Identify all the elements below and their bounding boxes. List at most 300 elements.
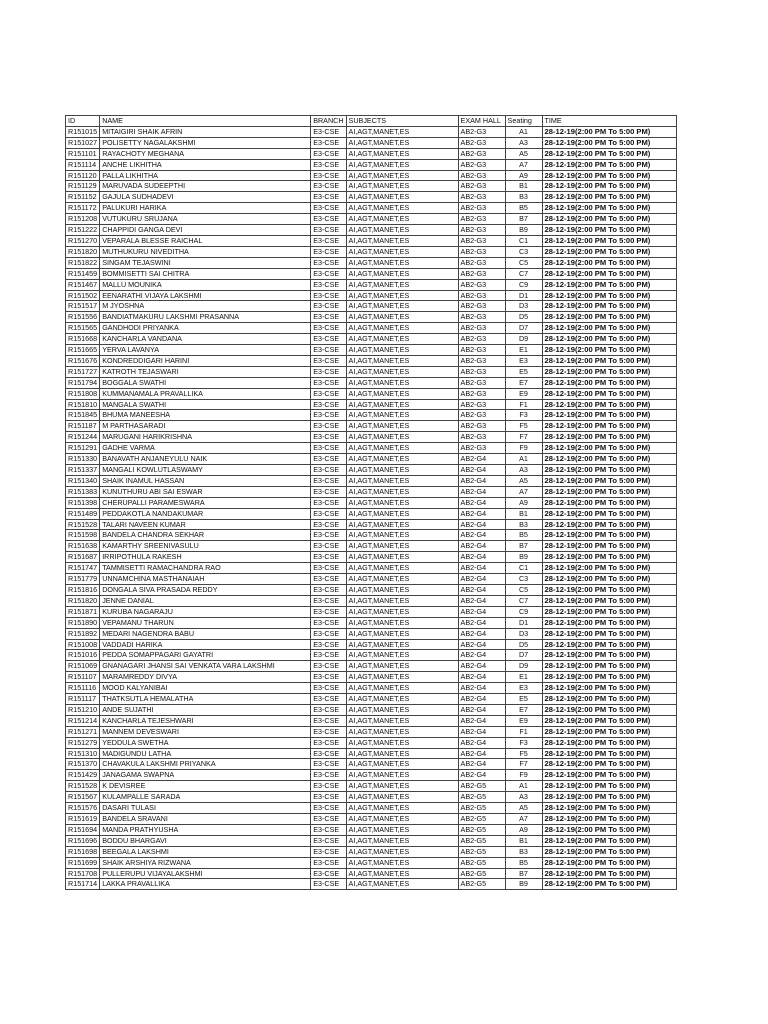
table-row xyxy=(66,879,677,890)
cell-exam-hall: AB2-G4 xyxy=(458,737,505,748)
cell-name: KATROTH TEJASWARI xyxy=(100,366,311,377)
cell-id: R151114 xyxy=(66,159,100,170)
cell-subjects: AI,AGT,MANET,ES xyxy=(346,290,458,301)
cell-seating: B7 xyxy=(505,214,542,225)
cell-subjects: AI,AGT,MANET,ES xyxy=(346,126,458,137)
cell-seating: C7 xyxy=(505,595,542,606)
cell-exam-hall: AB2-G5 xyxy=(458,857,505,868)
cell-subjects: AI,AGT,MANET,ES xyxy=(346,170,458,181)
cell-name: BODDU BHARGAVI xyxy=(100,835,311,846)
cell-seating: B5 xyxy=(505,857,542,868)
table-row xyxy=(66,704,677,715)
cell-id: R151398 xyxy=(66,497,100,508)
cell-seating: D5 xyxy=(505,639,542,650)
cell-branch: E3-CSE xyxy=(311,530,346,541)
table-row xyxy=(66,475,677,486)
cell-seating: C1 xyxy=(505,235,542,246)
cell-branch: E3-CSE xyxy=(311,737,346,748)
cell-time: 28-12-19(2:00 PM To 5:00 PM) xyxy=(542,661,676,672)
cell-exam-hall: AB2-G3 xyxy=(458,421,505,432)
table-row xyxy=(66,443,677,454)
cell-seating: B7 xyxy=(505,541,542,552)
cell-name: GNANAGARI JHANSI SAI VENKATA VARA LAKSHMI xyxy=(100,661,311,672)
cell-subjects: AI,AGT,MANET,ES xyxy=(346,879,458,890)
cell-time: 28-12-19(2:00 PM To 5:00 PM) xyxy=(542,835,676,846)
cell-subjects: AI,AGT,MANET,ES xyxy=(346,770,458,781)
cell-id: R151340 xyxy=(66,475,100,486)
cell-id: R151892 xyxy=(66,628,100,639)
cell-id: R151619 xyxy=(66,814,100,825)
table-row xyxy=(66,814,677,825)
cell-id: R151279 xyxy=(66,737,100,748)
cell-name: KULAMPALLE SARADA xyxy=(100,792,311,803)
cell-name: VEPARALA BLESSE RAICHAL xyxy=(100,235,311,246)
cell-subjects: AI,AGT,MANET,ES xyxy=(346,388,458,399)
cell-subjects: AI,AGT,MANET,ES xyxy=(346,399,458,410)
cell-seating: D1 xyxy=(505,290,542,301)
cell-exam-hall: AB2-G3 xyxy=(458,192,505,203)
table-row xyxy=(66,410,677,421)
cell-id: R151810 xyxy=(66,399,100,410)
cell-branch: E3-CSE xyxy=(311,290,346,301)
cell-name: POLISETTY NAGALAKSHMI xyxy=(100,137,311,148)
cell-exam-hall: AB2-G3 xyxy=(458,290,505,301)
table-row xyxy=(66,334,677,345)
cell-id: R151502 xyxy=(66,290,100,301)
cell-time: 28-12-19(2:00 PM To 5:00 PM) xyxy=(542,519,676,530)
cell-name: MARAMREDDY DIVYA xyxy=(100,672,311,683)
cell-time: 28-12-19(2:00 PM To 5:00 PM) xyxy=(542,639,676,650)
cell-subjects: AI,AGT,MANET,ES xyxy=(346,759,458,770)
cell-id: R151210 xyxy=(66,704,100,715)
cell-exam-hall: AB2-G5 xyxy=(458,803,505,814)
cell-seating: A1 xyxy=(505,126,542,137)
cell-branch: E3-CSE xyxy=(311,235,346,246)
cell-exam-hall: AB2-G3 xyxy=(458,126,505,137)
cell-id: R151467 xyxy=(66,279,100,290)
cell-seating: C3 xyxy=(505,574,542,585)
cell-name: MALLU MOUNIKA xyxy=(100,279,311,290)
cell-branch: E3-CSE xyxy=(311,748,346,759)
cell-id: R151694 xyxy=(66,824,100,835)
cell-id: R151117 xyxy=(66,694,100,705)
cell-branch: E3-CSE xyxy=(311,399,346,410)
table-row xyxy=(66,148,677,159)
cell-name: PALUKURI HARIKA xyxy=(100,203,311,214)
cell-name: BANAVATH ANJANEYULU NAIK xyxy=(100,454,311,465)
cell-seating: F1 xyxy=(505,399,542,410)
cell-exam-hall: AB2-G4 xyxy=(458,454,505,465)
cell-subjects: AI,AGT,MANET,ES xyxy=(346,715,458,726)
cell-id: R151517 xyxy=(66,301,100,312)
header-exam-hall: EXAM HALL xyxy=(458,116,505,127)
cell-id: R151890 xyxy=(66,617,100,628)
cell-exam-hall: AB2-G3 xyxy=(458,410,505,421)
cell-exam-hall: AB2-G3 xyxy=(458,355,505,366)
table-body xyxy=(66,126,677,889)
cell-exam-hall: AB2-G5 xyxy=(458,835,505,846)
cell-time: 28-12-19(2:00 PM To 5:00 PM) xyxy=(542,181,676,192)
cell-time: 28-12-19(2:00 PM To 5:00 PM) xyxy=(542,737,676,748)
cell-seating: C3 xyxy=(505,246,542,257)
cell-seating: F9 xyxy=(505,770,542,781)
cell-subjects: AI,AGT,MANET,ES xyxy=(346,366,458,377)
cell-seating: F5 xyxy=(505,421,542,432)
cell-time: 28-12-19(2:00 PM To 5:00 PM) xyxy=(542,824,676,835)
cell-name: IRRIPOTHULA RAKESH xyxy=(100,552,311,563)
cell-time: 28-12-19(2:00 PM To 5:00 PM) xyxy=(542,421,676,432)
cell-id: R151808 xyxy=(66,388,100,399)
cell-exam-hall: AB2-G3 xyxy=(458,312,505,323)
cell-id: R151015 xyxy=(66,126,100,137)
cell-branch: E3-CSE xyxy=(311,595,346,606)
cell-time: 28-12-19(2:00 PM To 5:00 PM) xyxy=(542,312,676,323)
table-row xyxy=(66,737,677,748)
cell-name: SINGAM TEJASWINI xyxy=(100,257,311,268)
cell-seating: F5 xyxy=(505,748,542,759)
cell-branch: E3-CSE xyxy=(311,650,346,661)
cell-branch: E3-CSE xyxy=(311,432,346,443)
cell-branch: E3-CSE xyxy=(311,312,346,323)
cell-id: R151027 xyxy=(66,137,100,148)
table-row xyxy=(66,508,677,519)
cell-name: GADHE VARMA xyxy=(100,443,311,454)
cell-seating: F7 xyxy=(505,759,542,770)
cell-exam-hall: AB2-G4 xyxy=(458,497,505,508)
cell-id: R151699 xyxy=(66,857,100,868)
table-row xyxy=(66,159,677,170)
cell-exam-hall: AB2-G4 xyxy=(458,475,505,486)
cell-time: 28-12-19(2:00 PM To 5:00 PM) xyxy=(542,650,676,661)
cell-branch: E3-CSE xyxy=(311,879,346,890)
cell-subjects: AI,AGT,MANET,ES xyxy=(346,334,458,345)
cell-id: R151101 xyxy=(66,148,100,159)
cell-name: GAJULA SUDHADEVI xyxy=(100,192,311,203)
cell-subjects: AI,AGT,MANET,ES xyxy=(346,868,458,879)
cell-subjects: AI,AGT,MANET,ES xyxy=(346,748,458,759)
cell-id: R151871 xyxy=(66,606,100,617)
cell-name: SHAIK INAMUL HASSAN xyxy=(100,475,311,486)
cell-subjects: AI,AGT,MANET,ES xyxy=(346,235,458,246)
cell-subjects: AI,AGT,MANET,ES xyxy=(346,824,458,835)
table-row xyxy=(66,137,677,148)
cell-exam-hall: AB2-G4 xyxy=(458,672,505,683)
cell-seating: C7 xyxy=(505,268,542,279)
table-row xyxy=(66,628,677,639)
cell-name: PEDDAKOTLA NANDAKUMAR xyxy=(100,508,311,519)
cell-name: MANNEM DEVESWARI xyxy=(100,726,311,737)
cell-id: R151107 xyxy=(66,672,100,683)
cell-name: CHAPPIDI GANGA DEVI xyxy=(100,225,311,236)
cell-branch: E3-CSE xyxy=(311,606,346,617)
cell-time: 28-12-19(2:00 PM To 5:00 PM) xyxy=(542,497,676,508)
cell-name: KURUBA NAGARAJU xyxy=(100,606,311,617)
table-row xyxy=(66,301,677,312)
table-row xyxy=(66,486,677,497)
cell-exam-hall: AB2-G4 xyxy=(458,541,505,552)
cell-exam-hall: AB2-G3 xyxy=(458,399,505,410)
cell-branch: E3-CSE xyxy=(311,715,346,726)
cell-exam-hall: AB2-G3 xyxy=(458,170,505,181)
cell-branch: E3-CSE xyxy=(311,628,346,639)
cell-id: R151129 xyxy=(66,181,100,192)
cell-time: 28-12-19(2:00 PM To 5:00 PM) xyxy=(542,454,676,465)
cell-seating: F9 xyxy=(505,443,542,454)
cell-exam-hall: AB2-G4 xyxy=(458,563,505,574)
cell-subjects: AI,AGT,MANET,ES xyxy=(346,268,458,279)
cell-seating: A5 xyxy=(505,803,542,814)
cell-id: R151459 xyxy=(66,268,100,279)
cell-seating: E5 xyxy=(505,694,542,705)
cell-branch: E3-CSE xyxy=(311,835,346,846)
cell-id: R151187 xyxy=(66,421,100,432)
cell-name: EENARATHI VIJAYA LAKSHMI xyxy=(100,290,311,301)
table-row xyxy=(66,257,677,268)
cell-exam-hall: AB2-G3 xyxy=(458,323,505,334)
cell-time: 28-12-19(2:00 PM To 5:00 PM) xyxy=(542,748,676,759)
cell-id: R151687 xyxy=(66,552,100,563)
cell-name: BOMMISETTI SAI CHITRA xyxy=(100,268,311,279)
cell-id: R151714 xyxy=(66,879,100,890)
cell-id: R151747 xyxy=(66,563,100,574)
table-row xyxy=(66,399,677,410)
cell-branch: E3-CSE xyxy=(311,279,346,290)
cell-exam-hall: AB2-G3 xyxy=(458,366,505,377)
table-row xyxy=(66,846,677,857)
cell-exam-hall: AB2-G3 xyxy=(458,334,505,345)
cell-subjects: AI,AGT,MANET,ES xyxy=(346,792,458,803)
cell-name: KANCHARLA TEJESHWARI xyxy=(100,715,311,726)
cell-time: 28-12-19(2:00 PM To 5:00 PM) xyxy=(542,214,676,225)
cell-branch: E3-CSE xyxy=(311,192,346,203)
table-row xyxy=(66,857,677,868)
cell-subjects: AI,AGT,MANET,ES xyxy=(346,246,458,257)
cell-name: BANDELA SRAVANI xyxy=(100,814,311,825)
cell-seating: C9 xyxy=(505,606,542,617)
table-row xyxy=(66,748,677,759)
cell-seating: E1 xyxy=(505,672,542,683)
cell-branch: E3-CSE xyxy=(311,465,346,476)
cell-id: R151330 xyxy=(66,454,100,465)
cell-id: R151222 xyxy=(66,225,100,236)
cell-id: R151556 xyxy=(66,312,100,323)
cell-branch: E3-CSE xyxy=(311,770,346,781)
cell-name: MOOD KALYANIBAI xyxy=(100,683,311,694)
cell-seating: C5 xyxy=(505,584,542,595)
cell-time: 28-12-19(2:00 PM To 5:00 PM) xyxy=(542,846,676,857)
cell-branch: E3-CSE xyxy=(311,421,346,432)
cell-time: 28-12-19(2:00 PM To 5:00 PM) xyxy=(542,563,676,574)
cell-seating: D3 xyxy=(505,628,542,639)
cell-time: 28-12-19(2:00 PM To 5:00 PM) xyxy=(542,137,676,148)
header-id: ID xyxy=(66,116,100,127)
table-row xyxy=(66,225,677,236)
cell-id: R151370 xyxy=(66,759,100,770)
cell-time: 28-12-19(2:00 PM To 5:00 PM) xyxy=(542,672,676,683)
cell-branch: E3-CSE xyxy=(311,366,346,377)
cell-id: R151214 xyxy=(66,715,100,726)
cell-subjects: AI,AGT,MANET,ES xyxy=(346,694,458,705)
cell-subjects: AI,AGT,MANET,ES xyxy=(346,803,458,814)
cell-time: 28-12-19(2:00 PM To 5:00 PM) xyxy=(542,432,676,443)
cell-name: MUTHUKURU NIVEDITHA xyxy=(100,246,311,257)
cell-time: 28-12-19(2:00 PM To 5:00 PM) xyxy=(542,814,676,825)
cell-subjects: AI,AGT,MANET,ES xyxy=(346,617,458,628)
cell-time: 28-12-19(2:00 PM To 5:00 PM) xyxy=(542,715,676,726)
table-row xyxy=(66,126,677,137)
cell-branch: E3-CSE xyxy=(311,148,346,159)
cell-seating: E1 xyxy=(505,345,542,356)
cell-subjects: AI,AGT,MANET,ES xyxy=(346,355,458,366)
cell-id: R151816 xyxy=(66,584,100,595)
cell-seating: A9 xyxy=(505,170,542,181)
header-name: NAME xyxy=(100,116,311,127)
cell-seating: B3 xyxy=(505,519,542,530)
cell-seating: A7 xyxy=(505,814,542,825)
cell-name: ANCHE LIKHITHA xyxy=(100,159,311,170)
cell-exam-hall: AB2-G3 xyxy=(458,377,505,388)
table-row xyxy=(66,421,677,432)
cell-seating: D1 xyxy=(505,617,542,628)
table-row xyxy=(66,759,677,770)
cell-time: 28-12-19(2:00 PM To 5:00 PM) xyxy=(542,399,676,410)
cell-seating: B5 xyxy=(505,203,542,214)
cell-time: 28-12-19(2:00 PM To 5:00 PM) xyxy=(542,465,676,476)
cell-branch: E3-CSE xyxy=(311,672,346,683)
table-row xyxy=(66,584,677,595)
cell-subjects: AI,AGT,MANET,ES xyxy=(346,345,458,356)
cell-seating: E9 xyxy=(505,715,542,726)
cell-branch: E3-CSE xyxy=(311,508,346,519)
cell-exam-hall: AB2-G3 xyxy=(458,257,505,268)
cell-id: R151528 xyxy=(66,781,100,792)
cell-id: R151016 xyxy=(66,650,100,661)
cell-id: R151172 xyxy=(66,203,100,214)
cell-branch: E3-CSE xyxy=(311,323,346,334)
cell-time: 28-12-19(2:00 PM To 5:00 PM) xyxy=(542,595,676,606)
cell-branch: E3-CSE xyxy=(311,497,346,508)
cell-name: BEEGALA LAKSHMI xyxy=(100,846,311,857)
cell-seating: D5 xyxy=(505,312,542,323)
cell-name: BOGGALA SWATHI xyxy=(100,377,311,388)
cell-branch: E3-CSE xyxy=(311,814,346,825)
cell-subjects: AI,AGT,MANET,ES xyxy=(346,552,458,563)
header-time: TIME xyxy=(542,116,676,127)
cell-id: R151565 xyxy=(66,323,100,334)
cell-subjects: AI,AGT,MANET,ES xyxy=(346,410,458,421)
cell-subjects: AI,AGT,MANET,ES xyxy=(346,443,458,454)
cell-id: R151598 xyxy=(66,530,100,541)
cell-branch: E3-CSE xyxy=(311,137,346,148)
cell-seating: A1 xyxy=(505,454,542,465)
cell-id: R151069 xyxy=(66,661,100,672)
cell-exam-hall: AB2-G3 xyxy=(458,214,505,225)
cell-id: R151668 xyxy=(66,334,100,345)
cell-branch: E3-CSE xyxy=(311,781,346,792)
cell-exam-hall: AB2-G3 xyxy=(458,225,505,236)
cell-seating: A7 xyxy=(505,486,542,497)
cell-time: 28-12-19(2:00 PM To 5:00 PM) xyxy=(542,443,676,454)
table-row xyxy=(66,312,677,323)
cell-name: VADDADI HARIKA xyxy=(100,639,311,650)
cell-time: 28-12-19(2:00 PM To 5:00 PM) xyxy=(542,192,676,203)
cell-name: TAMMISETTI RAMACHANDRA RAO xyxy=(100,563,311,574)
cell-id: R151008 xyxy=(66,639,100,650)
cell-subjects: AI,AGT,MANET,ES xyxy=(346,323,458,334)
cell-time: 28-12-19(2:00 PM To 5:00 PM) xyxy=(542,170,676,181)
cell-branch: E3-CSE xyxy=(311,203,346,214)
cell-name: M JYOSHNA xyxy=(100,301,311,312)
cell-id: R151120 xyxy=(66,170,100,181)
cell-exam-hall: AB2-G4 xyxy=(458,486,505,497)
cell-subjects: AI,AGT,MANET,ES xyxy=(346,519,458,530)
cell-seating: F3 xyxy=(505,737,542,748)
table-row xyxy=(66,454,677,465)
table-row xyxy=(66,290,677,301)
cell-name: PULLERUPU VIJAYALAKSHMI xyxy=(100,868,311,879)
cell-name: BANDELA CHANDRA SEKHAR xyxy=(100,530,311,541)
cell-id: R151696 xyxy=(66,835,100,846)
cell-seating: E5 xyxy=(505,366,542,377)
table-row xyxy=(66,781,677,792)
cell-seating: C9 xyxy=(505,279,542,290)
cell-branch: E3-CSE xyxy=(311,475,346,486)
table-row xyxy=(66,279,677,290)
cell-subjects: AI,AGT,MANET,ES xyxy=(346,301,458,312)
cell-exam-hall: AB2-G4 xyxy=(458,694,505,705)
cell-subjects: AI,AGT,MANET,ES xyxy=(346,574,458,585)
cell-name: ANDE SUJATHI xyxy=(100,704,311,715)
table-row xyxy=(66,170,677,181)
cell-seating: C5 xyxy=(505,257,542,268)
cell-seating: B1 xyxy=(505,181,542,192)
cell-branch: E3-CSE xyxy=(311,159,346,170)
cell-name: MANDA PRATHYUSHA xyxy=(100,824,311,835)
cell-exam-hall: AB2-G3 xyxy=(458,345,505,356)
cell-subjects: AI,AGT,MANET,ES xyxy=(346,475,458,486)
cell-subjects: AI,AGT,MANET,ES xyxy=(346,606,458,617)
cell-subjects: AI,AGT,MANET,ES xyxy=(346,214,458,225)
cell-branch: E3-CSE xyxy=(311,454,346,465)
cell-branch: E3-CSE xyxy=(311,345,346,356)
cell-exam-hall: AB2-G4 xyxy=(458,552,505,563)
table-row xyxy=(66,770,677,781)
cell-subjects: AI,AGT,MANET,ES xyxy=(346,704,458,715)
cell-time: 28-12-19(2:00 PM To 5:00 PM) xyxy=(542,541,676,552)
cell-branch: E3-CSE xyxy=(311,584,346,595)
cell-subjects: AI,AGT,MANET,ES xyxy=(346,203,458,214)
cell-branch: E3-CSE xyxy=(311,410,346,421)
table-row xyxy=(66,563,677,574)
table-row xyxy=(66,519,677,530)
cell-name: MARUVADA SUDEEPTHI xyxy=(100,181,311,192)
table-row xyxy=(66,323,677,334)
cell-exam-hall: AB2-G4 xyxy=(458,519,505,530)
cell-branch: E3-CSE xyxy=(311,541,346,552)
cell-name: VEPAMANU THARUN xyxy=(100,617,311,628)
cell-id: R151528 xyxy=(66,519,100,530)
cell-time: 28-12-19(2:00 PM To 5:00 PM) xyxy=(542,628,676,639)
cell-time: 28-12-19(2:00 PM To 5:00 PM) xyxy=(542,792,676,803)
cell-branch: E3-CSE xyxy=(311,574,346,585)
cell-name: SHAIK ARSHIYA RIZWANA xyxy=(100,857,311,868)
cell-branch: E3-CSE xyxy=(311,803,346,814)
cell-seating: D7 xyxy=(505,323,542,334)
cell-name: KAMARTHY SREENIVASULU xyxy=(100,541,311,552)
cell-branch: E3-CSE xyxy=(311,214,346,225)
cell-seating: A9 xyxy=(505,824,542,835)
cell-seating: D7 xyxy=(505,650,542,661)
